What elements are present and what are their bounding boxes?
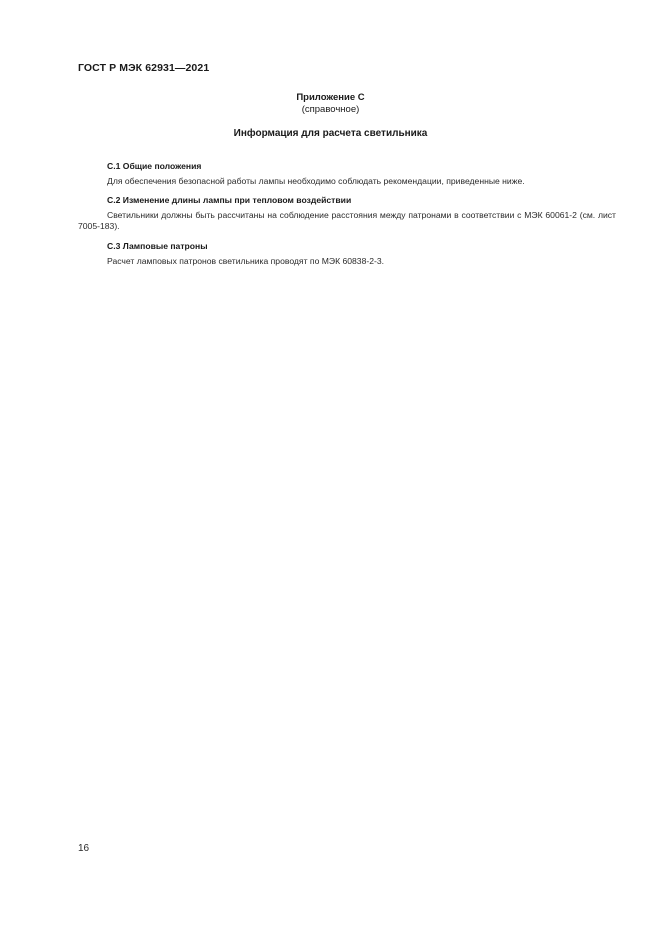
section-heading: С.2 Изменение длины лампы при тепловом воздействии xyxy=(107,195,352,205)
page-number: 16 xyxy=(78,843,90,854)
page-title: Информация для расчета светильника xyxy=(233,128,428,139)
section-c1 xyxy=(78,161,616,187)
section-c2 xyxy=(78,195,616,233)
standard-designation: ГОСТ Р МЭК 62931—2021 xyxy=(78,62,210,74)
annex-heading xyxy=(0,92,661,116)
section-c3 xyxy=(78,241,616,267)
section-paragraph: Для обеспечения безопасной работы лампы необходимо соблюдать рекомендации, приведенные ниже. xyxy=(107,175,525,186)
section-paragraph: Светильники должны быть рассчитаны на соблюдение расстояния между патронами в соответствии с МЭК 60061-2 (см. лист 7005-183). xyxy=(78,209,616,231)
section-paragraph: Расчет ламповых патронов светильника проводят по МЭК 60838-2-3. xyxy=(107,255,385,266)
annex-title: Приложение С xyxy=(296,92,365,103)
section-heading: С.1 Общие положения xyxy=(107,161,202,171)
section-heading: С.3 Ламповые патроны xyxy=(107,241,208,251)
annex-type: (справочное) xyxy=(301,104,360,115)
